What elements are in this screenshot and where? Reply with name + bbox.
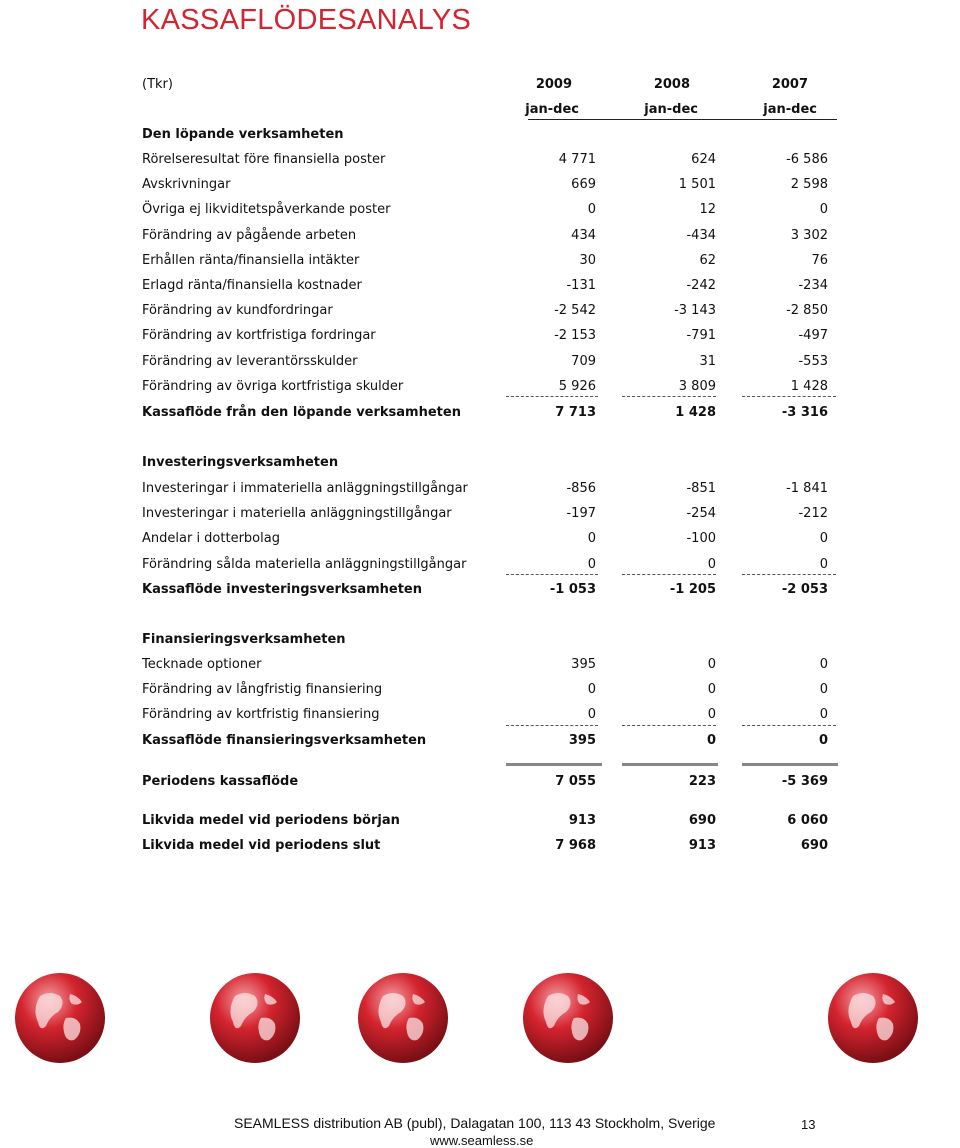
subtotal-rule bbox=[742, 574, 836, 575]
row-value-2007: -3 316 bbox=[781, 405, 828, 420]
row-label: Tecknade optioner bbox=[142, 657, 262, 672]
section-heading: Finansieringsverksamheten bbox=[142, 632, 346, 647]
period-2009: jan-dec bbox=[525, 102, 579, 117]
row-value-2009: -197 bbox=[566, 506, 596, 522]
row-label: Kassaflöde investeringsverksamheten bbox=[142, 582, 423, 597]
row-value-2009: 30 bbox=[579, 252, 596, 268]
row-label: Förändring av kortfristiga fordringar bbox=[142, 328, 376, 344]
row-value-2007: -497 bbox=[798, 328, 828, 344]
row-value-2008: -100 bbox=[686, 531, 716, 547]
footer-address: SEAMLESS distribution AB (publ), Dalagatan 100, 113 43 Stockholm, Sverige bbox=[234, 1115, 716, 1131]
row-value-2007: 3 302 bbox=[790, 227, 828, 243]
table-row bbox=[142, 351, 837, 373]
total-rule bbox=[506, 763, 602, 766]
row-label: Avskrivningar bbox=[142, 177, 231, 193]
page-number: 13 bbox=[801, 1117, 816, 1132]
footer-website: www.seamless.se bbox=[430, 1133, 534, 1148]
section-financing-heading bbox=[142, 629, 837, 651]
total-rule bbox=[622, 763, 718, 766]
table-row bbox=[142, 478, 837, 500]
row-label: Förändring sålda materiella anläggningstillgångar bbox=[142, 556, 467, 572]
row-value-2007: 2 598 bbox=[790, 177, 828, 193]
row-value-2007: 0 bbox=[819, 707, 828, 723]
subtotal-rule bbox=[742, 725, 836, 726]
row-value-2008: 0 bbox=[707, 556, 716, 572]
row-value-2008: 1 428 bbox=[675, 405, 716, 420]
period-cashflow-row bbox=[142, 771, 837, 793]
period-header-row bbox=[142, 99, 837, 121]
total-rule bbox=[742, 763, 838, 766]
row-label: Periodens kassaflöde bbox=[142, 774, 299, 789]
table-row bbox=[142, 376, 837, 398]
row-label: Förändring av långfristig finansiering bbox=[142, 682, 383, 698]
row-value-2009: 7 968 bbox=[555, 838, 596, 853]
row-label: Likvida medel vid periodens slut bbox=[142, 838, 381, 853]
row-value-2009: -856 bbox=[566, 481, 596, 496]
row-value-2008: -851 bbox=[686, 481, 716, 496]
row-value-2008: 12 bbox=[699, 202, 716, 218]
cash-end-row bbox=[142, 835, 837, 857]
row-value-2008: 31 bbox=[699, 353, 716, 369]
row-label: Förändring av kundfordringar bbox=[142, 303, 333, 319]
table-row bbox=[142, 325, 837, 347]
table-row bbox=[142, 654, 837, 676]
row-value-2007: -6 586 bbox=[786, 152, 828, 167]
row-value-2009: 434 bbox=[571, 227, 596, 243]
row-value-2009: 4 771 bbox=[558, 152, 596, 167]
globe-row bbox=[0, 968, 960, 1098]
table-row bbox=[142, 275, 837, 297]
row-value-2009: -1 053 bbox=[549, 582, 596, 597]
row-label: Förändring av övriga kortfristiga skulder bbox=[142, 378, 404, 394]
row-value-2007: 1 428 bbox=[790, 378, 828, 394]
row-label: Andelar i dotterbolag bbox=[142, 531, 280, 547]
row-value-2007: -234 bbox=[798, 278, 828, 293]
row-value-2008: 913 bbox=[688, 838, 716, 853]
table-row bbox=[142, 149, 837, 171]
row-value-2009: 669 bbox=[571, 177, 596, 193]
row-label: Investeringar i immateriella anläggningstillgångar bbox=[142, 481, 468, 496]
row-value-2009: -2 153 bbox=[554, 328, 596, 344]
row-label: Förändring av kortfristig finansiering bbox=[142, 707, 380, 723]
row-value-2009: 5 926 bbox=[558, 378, 596, 394]
row-value-2008: -791 bbox=[686, 328, 716, 344]
header-rule bbox=[528, 119, 837, 120]
table-row bbox=[142, 704, 837, 726]
row-value-2009: 7 055 bbox=[555, 774, 596, 789]
table-row bbox=[142, 554, 837, 576]
row-value-2007: 6 060 bbox=[787, 813, 828, 828]
row-value-2007: -5 369 bbox=[781, 774, 828, 789]
row-value-2007: 0 bbox=[819, 202, 828, 218]
globe-icon bbox=[518, 968, 618, 1068]
row-value-2007: -553 bbox=[798, 353, 828, 369]
subtotal-rule bbox=[622, 725, 716, 726]
table-row bbox=[142, 250, 837, 272]
row-value-2007: -212 bbox=[798, 506, 828, 522]
row-value-2009: 0 bbox=[587, 682, 596, 698]
row-value-2008: -3 143 bbox=[674, 303, 716, 319]
row-value-2008: 0 bbox=[706, 733, 716, 748]
row-value-2008: 0 bbox=[707, 657, 716, 672]
section-operating-heading bbox=[142, 124, 837, 146]
row-label: Rörelseresultat före finansiella poster bbox=[142, 152, 386, 167]
row-value-2008: 624 bbox=[691, 152, 716, 167]
cash-start-row bbox=[142, 810, 837, 832]
row-value-2008: -434 bbox=[686, 227, 716, 243]
globe-icon bbox=[205, 968, 305, 1068]
globe-icon bbox=[353, 968, 453, 1068]
row-label: Kassaflöde finansieringsverksamheten bbox=[142, 733, 427, 748]
table-row bbox=[142, 174, 837, 196]
row-value-2008: 62 bbox=[699, 252, 716, 268]
subtotal-operating bbox=[142, 402, 837, 424]
row-value-2009: 395 bbox=[571, 657, 596, 672]
row-value-2007: 0 bbox=[819, 682, 828, 698]
row-label: Erhållen ränta/finansiella intäkter bbox=[142, 252, 360, 268]
table-row bbox=[142, 679, 837, 701]
row-value-2008: 1 501 bbox=[678, 177, 716, 193]
unit-label: (Tkr) bbox=[142, 77, 173, 92]
table-row bbox=[142, 199, 837, 221]
row-label: Övriga ej likviditetspåverkande poster bbox=[142, 202, 391, 218]
subtotal-rule bbox=[622, 574, 716, 575]
row-value-2008: -254 bbox=[686, 506, 716, 522]
globe-icon bbox=[10, 968, 110, 1068]
row-value-2009: 913 bbox=[568, 813, 596, 828]
row-value-2007: 0 bbox=[818, 733, 828, 748]
row-value-2009: 0 bbox=[587, 531, 596, 547]
subtotal-investing bbox=[142, 579, 837, 601]
year-2009: 2009 bbox=[535, 77, 572, 92]
globe-icon bbox=[823, 968, 923, 1068]
row-value-2008: 0 bbox=[707, 707, 716, 723]
row-label: Kassaflöde från den löpande verksamheten bbox=[142, 405, 461, 420]
row-value-2008: 223 bbox=[688, 774, 716, 789]
subtotal-rule bbox=[506, 396, 598, 397]
period-2007: jan-dec bbox=[763, 102, 817, 117]
row-value-2007: -2 850 bbox=[786, 303, 828, 319]
row-value-2008: -242 bbox=[686, 278, 716, 293]
section-heading: Investeringsverksamheten bbox=[142, 455, 339, 470]
row-value-2009: 709 bbox=[571, 353, 596, 369]
row-value-2007: 690 bbox=[800, 838, 828, 853]
row-value-2009: 0 bbox=[587, 202, 596, 218]
row-value-2009: 0 bbox=[587, 707, 596, 723]
subtotal-rule bbox=[742, 396, 836, 397]
row-value-2007: 76 bbox=[811, 252, 828, 268]
row-value-2008: -1 205 bbox=[669, 582, 716, 597]
row-value-2009: 7 713 bbox=[555, 405, 596, 420]
row-label: Investeringar i materiella anläggningstillgångar bbox=[142, 506, 452, 522]
subtotal-rule bbox=[506, 574, 598, 575]
row-value-2007: 0 bbox=[819, 531, 828, 547]
row-value-2009: -131 bbox=[566, 278, 596, 293]
row-value-2008: 3 809 bbox=[678, 378, 716, 394]
section-heading: Den löpande verksamheten bbox=[142, 127, 344, 142]
row-value-2007: 0 bbox=[819, 657, 828, 672]
row-value-2009: 395 bbox=[568, 733, 596, 748]
row-value-2009: -2 542 bbox=[554, 303, 596, 319]
row-label: Förändring av leverantörsskulder bbox=[142, 353, 358, 369]
year-2008: 2008 bbox=[653, 77, 690, 92]
row-value-2008: 0 bbox=[707, 682, 716, 698]
year-2007: 2007 bbox=[771, 77, 808, 92]
row-value-2008: 690 bbox=[688, 813, 716, 828]
table-row bbox=[142, 503, 837, 525]
subtotal-rule bbox=[506, 725, 598, 726]
table-row bbox=[142, 300, 837, 322]
row-label: Likvida medel vid periodens början bbox=[142, 813, 400, 828]
page-title: KASSAFLÖDESANALYS bbox=[141, 4, 472, 36]
period-2008: jan-dec bbox=[644, 102, 698, 117]
subtotal-rule bbox=[622, 396, 716, 397]
row-value-2007: -1 841 bbox=[786, 481, 828, 496]
row-label: Erlagd ränta/finansiella kostnader bbox=[142, 278, 362, 293]
row-value-2007: 0 bbox=[819, 556, 828, 572]
year-header-row bbox=[142, 74, 837, 96]
subtotal-financing bbox=[142, 730, 837, 752]
section-investing-heading bbox=[142, 452, 837, 474]
table-row bbox=[142, 225, 837, 247]
table-row bbox=[142, 528, 837, 550]
row-value-2007: -2 053 bbox=[781, 582, 828, 597]
row-label: Förändring av pågående arbeten bbox=[142, 227, 357, 243]
row-value-2009: 0 bbox=[587, 556, 596, 572]
